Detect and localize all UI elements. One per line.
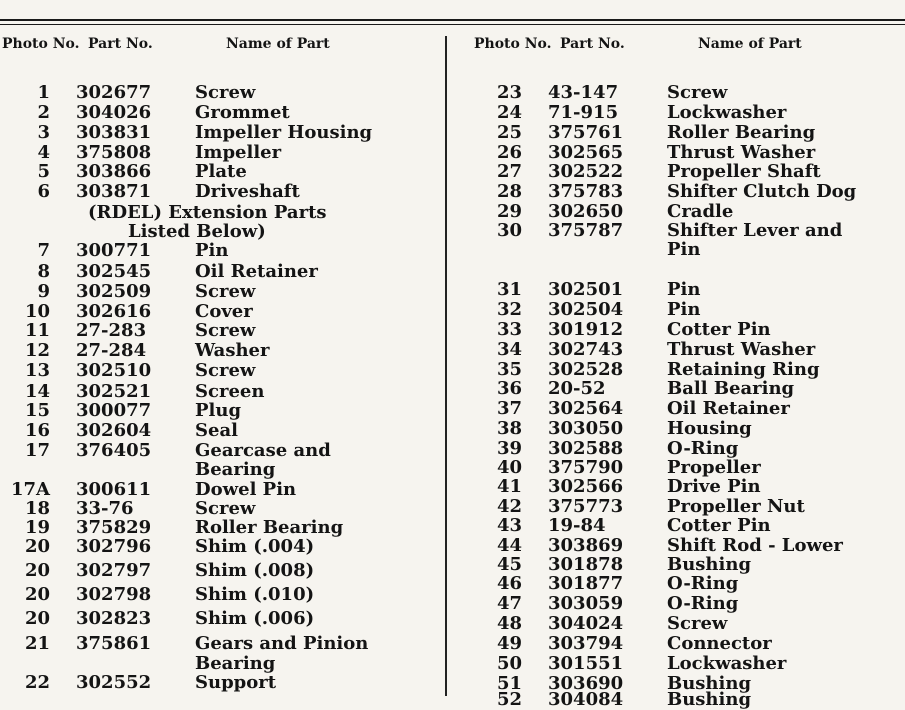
part-number: 302501 [548,279,624,300]
part-name: O-Ring [667,593,739,614]
photo-number: 14 [24,381,50,402]
part-number: 375761 [548,122,624,143]
part-number: 300077 [76,400,152,421]
part-number: 33-76 [76,498,134,519]
part-name: Cover [195,301,253,322]
part-name: Pin [195,240,229,261]
photo-number: 24 [496,102,522,123]
photo-number: 9 [37,281,50,302]
part-number: 302616 [76,301,152,322]
part-name: Plate [195,161,247,182]
part-name: Bushing [667,554,752,575]
part-name: Propeller Shaft [667,161,821,182]
photo-number: 38 [496,418,522,439]
photo-number: 4 [37,142,50,163]
part-number: 375861 [76,633,152,654]
part-number: 302528 [548,359,624,380]
part-number: 43-147 [548,82,619,103]
header-right-name: Name of Part [698,36,802,52]
photo-number: 3 [37,122,50,143]
photo-number: 43 [496,515,522,536]
part-name: Gearcase and [195,440,331,461]
photo-number: 17 [24,440,50,461]
part-name: Shim (.006) [195,608,315,629]
part-number: 20-52 [548,378,606,399]
part-name: Screw [195,320,256,341]
part-number: 303059 [548,593,624,614]
part-number: 375787 [548,220,624,241]
photo-number: 20 [24,560,50,581]
part-number: 302650 [548,201,624,222]
header-left-name: Name of Part [226,36,330,52]
photo-number: 15 [24,400,50,421]
photo-number: 37 [496,398,522,419]
photo-number: 16 [24,420,50,441]
part-name: Thrust Washer [667,142,816,163]
part-number: 303050 [548,418,624,439]
part-number: 300771 [76,240,152,261]
part-name: Plug [195,400,242,421]
part-number: 303690 [548,673,624,694]
photo-number: 20 [24,608,50,629]
part-name: Propeller [667,457,761,478]
part-number: 302509 [76,281,152,302]
part-number: 375808 [76,142,152,163]
photo-number: 41 [496,476,522,497]
part-number: 303866 [76,161,152,182]
right-continuation-line: Pin [667,239,701,260]
photo-number: 23 [496,82,522,103]
part-name: Screw [667,82,728,103]
part-name: Pin [667,299,701,320]
header-right-photo-no: Photo No. [474,36,552,52]
part-number: 302504 [548,299,624,320]
part-number: 71-915 [548,102,619,123]
part-number: 302743 [548,339,624,360]
photo-number: 28 [496,181,522,202]
part-name: Bushing [667,673,752,694]
part-number: 304026 [76,102,152,123]
part-name: Drive Pin [667,476,761,497]
part-name: Washer [195,340,270,361]
photo-number: 48 [496,613,522,634]
photo-number: 17A [10,479,50,500]
part-name: Driveshaft [195,181,300,202]
part-name: Shim (.008) [195,560,315,581]
part-number: 19-84 [548,515,606,536]
part-name: Ball Bearing [667,378,795,399]
photo-number: 34 [496,339,522,360]
photo-number: 33 [496,319,522,340]
photo-number: 30 [496,220,522,241]
part-name: Seal [195,420,238,441]
header-left-part-no: Part No. [88,36,153,52]
part-number: 302545 [76,261,152,282]
part-name: Thrust Washer [667,339,816,360]
part-name: Grommet [195,102,290,123]
part-number: 302588 [548,438,624,459]
part-number: 302798 [76,584,152,605]
part-number: 302566 [548,476,624,497]
part-name: Propeller Nut [667,496,805,517]
header-right-part-no: Part No. [560,36,625,52]
part-number: 302823 [76,608,152,629]
part-number: 27-284 [76,340,147,361]
part-name: Connector [667,633,772,654]
photo-number: 29 [496,201,522,222]
part-name: Screw [195,498,256,519]
part-name: O-Ring [667,573,739,594]
part-number: 303871 [76,181,152,202]
part-name: Gears and Pinion [195,633,369,654]
part-name: Screw [195,360,256,381]
photo-number: 45 [496,554,522,575]
part-name: Housing [667,418,752,439]
photo-number: 18 [24,498,50,519]
part-number: 302565 [548,142,624,163]
photo-number: 31 [496,279,522,300]
part-name: Oil Retainer [195,261,318,282]
photo-number: 8 [37,261,50,282]
part-name: Cradle [667,201,734,222]
part-number: 301878 [548,554,624,575]
part-name: Shim (.004) [195,536,315,557]
part-name: Screw [195,281,256,302]
column-divider [445,36,447,696]
photo-number: 25 [496,122,522,143]
part-number: 375829 [76,517,152,538]
photo-number: 10 [24,301,50,322]
photo-number: 36 [496,378,522,399]
part-number: 375790 [548,457,624,478]
part-number: 301551 [548,653,624,674]
left-continuation-line: Bearing [195,653,276,674]
photo-number: 21 [24,633,50,654]
photo-number: 1 [37,82,50,103]
part-number: 301877 [548,573,624,594]
part-name: Shifter Clutch Dog [667,181,857,202]
photo-number: 47 [496,593,522,614]
part-name: Retaining Ring [667,359,820,380]
left-continuation-line: Listed Below) [128,221,266,242]
part-number: 302522 [548,161,624,182]
photo-number: 39 [496,438,522,459]
photo-number: 40 [496,457,522,478]
part-number: 302564 [548,398,624,419]
part-number: 302521 [76,381,152,402]
photo-number: 52 [496,689,522,710]
photo-number: 19 [24,517,50,538]
part-name: Support [195,672,277,693]
photo-number: 32 [496,299,522,320]
photo-number: 27 [496,161,522,182]
left-continuation-line: (RDEL) Extension Parts [88,202,327,223]
photo-number: 51 [496,673,522,694]
part-name: Lockwasher [667,653,787,674]
photo-number: 20 [24,584,50,605]
photo-number: 11 [24,320,50,341]
part-number: 304024 [548,613,624,634]
photo-number: 44 [496,535,522,556]
part-number: 303794 [548,633,624,654]
part-number: 301912 [548,319,624,340]
photo-number: 26 [496,142,522,163]
photo-number: 5 [37,161,50,182]
photo-number: 7 [37,240,50,261]
part-name: Shift Rod - Lower [667,535,843,556]
part-name: Shim (.010) [195,584,315,605]
left-continuation-line: Bearing [195,459,276,480]
part-name: Lockwasher [667,102,787,123]
photo-number: 49 [496,633,522,654]
part-number: 302552 [76,672,152,693]
part-name: Shifter Lever and [667,220,843,241]
part-name: Bushing [667,689,752,710]
header-left-photo-no: Photo No. [2,36,80,52]
photo-number: 35 [496,359,522,380]
photo-number: 22 [24,672,50,693]
part-number: 302510 [76,360,152,381]
part-number: 375783 [548,181,624,202]
part-name: Dowel Pin [195,479,297,500]
part-number: 376405 [76,440,152,461]
part-number: 375773 [548,496,624,517]
photo-number: 6 [37,181,50,202]
part-name: Oil Retainer [667,398,790,419]
photo-number: 50 [496,653,522,674]
part-name: Cotter Pin [667,515,771,536]
photo-number: 2 [37,102,50,123]
part-number: 303869 [548,535,624,556]
part-name: Roller Bearing [667,122,816,143]
top-rule-thin [0,24,905,25]
part-name: Impeller Housing [195,122,373,143]
part-number: 302677 [76,82,152,103]
part-name: Cotter Pin [667,319,771,340]
part-name: O-Ring [667,438,739,459]
part-number: 303831 [76,122,152,143]
part-name: Screen [195,381,265,402]
part-name: Screw [667,613,728,634]
part-number: 27-283 [76,320,147,341]
part-name: Roller Bearing [195,517,344,538]
part-name: Impeller [195,142,282,163]
part-number: 302797 [76,560,152,581]
top-rule-thick [0,19,905,21]
part-number: 304084 [548,689,624,710]
photo-number: 20 [24,536,50,557]
part-number: 302604 [76,420,152,441]
part-number: 302796 [76,536,152,557]
part-number: 300611 [76,479,152,500]
photo-number: 12 [24,340,50,361]
part-name: Screw [195,82,256,103]
photo-number: 13 [24,360,50,381]
part-name: Pin [667,279,701,300]
photo-number: 42 [496,496,522,517]
photo-number: 46 [496,573,522,594]
